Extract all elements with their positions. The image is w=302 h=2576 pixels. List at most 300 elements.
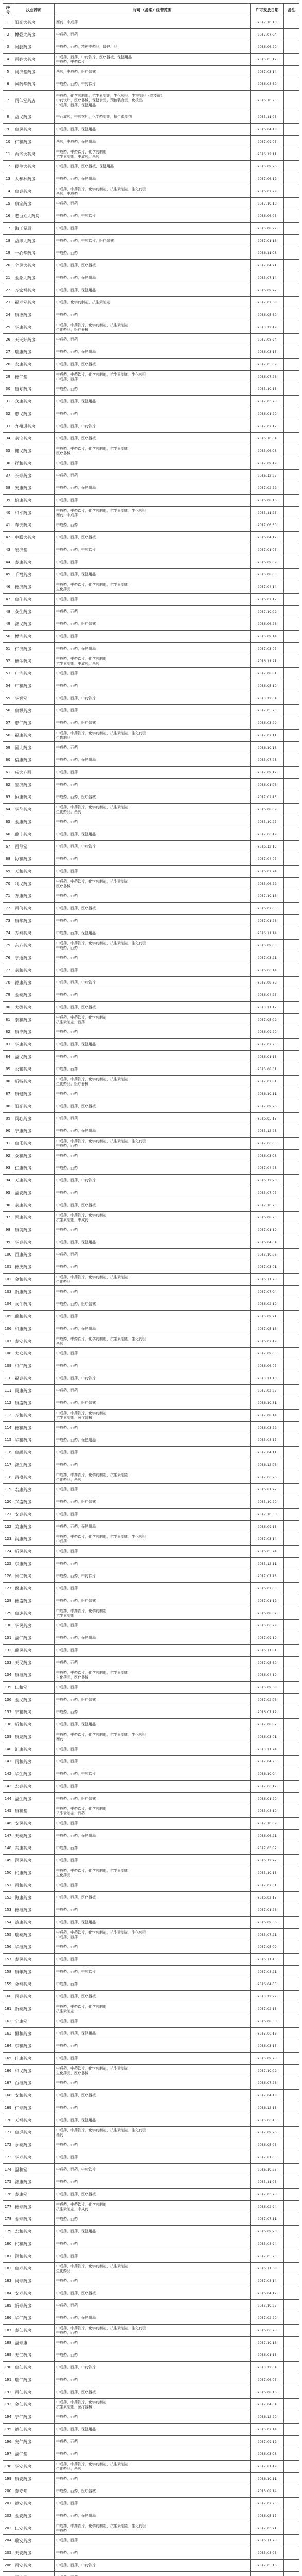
license-date: 2017.01.19 — [251, 1224, 284, 1236]
business-scope — [55, 1743, 251, 1756]
license-date: 2015.06.08 — [251, 445, 284, 457]
remark-cell — [284, 1743, 299, 1756]
business-scope — [55, 1941, 251, 1954]
pharmacy-name: 国大药房 — [13, 742, 55, 754]
license-date: 2017.03.01 — [251, 1261, 284, 1274]
business-scope-line: 中成药，西药，中药饮片 — [56, 696, 96, 700]
row-number: 48 — [3, 606, 13, 618]
table-row — [3, 643, 299, 655]
business-scope-line: 中成药，西药，保健用品 — [56, 572, 96, 577]
table-row — [3, 161, 299, 173]
remark-cell — [284, 371, 299, 383]
pharmacy-name: 金寿药房 — [13, 2213, 55, 2226]
remark-cell — [284, 1842, 299, 1855]
business-scope — [55, 2461, 251, 2473]
table-row — [3, 2485, 299, 2498]
row-number: 111 — [3, 1385, 13, 1397]
row-number: 46 — [3, 581, 13, 594]
table-row — [3, 532, 299, 544]
business-scope-line: 中成药，西药 — [56, 1265, 78, 1269]
table-row — [3, 1138, 299, 1150]
row-number: 34 — [3, 433, 13, 445]
pharmacy-name: 华寿药房 — [13, 2151, 55, 2164]
license-date: 2016.04.05 — [251, 1978, 284, 1991]
license-date: 2015.12.19 — [251, 321, 284, 334]
license-date: 2016.01.20 — [251, 408, 284, 420]
table-row — [3, 371, 299, 383]
business-scope — [55, 1372, 251, 1385]
row-number: 21 — [3, 272, 13, 284]
row-number: 170 — [3, 2114, 13, 2127]
business-scope — [55, 2151, 251, 2164]
remark-cell — [284, 1533, 299, 1546]
business-scope — [55, 1311, 251, 1323]
business-scope-line: 中成药，西药 — [56, 1957, 78, 1961]
business-scope — [55, 111, 251, 124]
remark-cell — [284, 1249, 299, 1261]
business-scope-line: 中成药，西药 — [56, 783, 78, 787]
business-scope-line: 中成药，西药 — [56, 1685, 78, 1689]
remark-cell — [284, 2263, 299, 2275]
business-scope-line: 中成药，中药饮片，化学药制剂，抗生素制剂，生化药品 — [56, 2326, 146, 2330]
table-row — [3, 655, 299, 668]
business-scope-line: 中成药，西药，医疗器械 — [56, 1500, 96, 1504]
table-body — [3, 16, 299, 2576]
pharmacy-name: 济民药房 — [13, 618, 55, 631]
table-row — [3, 1360, 299, 1372]
business-scope — [55, 1719, 251, 1731]
business-scope-line: 中成药，中药饮片，化学药制剂，抗生素制剂 — [56, 1275, 128, 1279]
table-row — [3, 791, 299, 804]
business-scope — [55, 940, 251, 952]
pharmacy-name: 万康药房 — [13, 890, 55, 903]
business-scope-line: 中成药，西药 — [56, 956, 78, 960]
business-scope-line: 中成药，西药，医疗器械 — [56, 2291, 96, 2295]
pharmacy-name: 宁康药房 — [13, 1125, 55, 1138]
license-date: 2016.08.02 — [251, 1607, 284, 1620]
license-date: 2017.02.22 — [251, 482, 284, 495]
business-scope — [55, 2547, 251, 2560]
license-date: 2017.10.02 — [251, 2065, 284, 2077]
business-scope-line: 中药饮片，医疗器械，保健食品，预包装食品，化妆品 — [56, 98, 143, 103]
table-row — [3, 2238, 299, 2250]
business-scope — [55, 54, 251, 66]
pharmacy-name: 阳光药房 — [13, 1100, 55, 1113]
business-scope-line: 中成药，西药，保健用品 — [56, 1327, 96, 1331]
table-row — [3, 767, 299, 779]
business-scope — [55, 1521, 251, 1533]
row-number: 38 — [3, 482, 13, 495]
pharmacy-name: 博爱大药房 — [13, 29, 55, 41]
pharmacy-name: 华佗药房 — [13, 804, 55, 816]
license-date: 2016.08.30 — [251, 78, 284, 91]
table-row — [3, 2374, 299, 2386]
business-scope-line: 中成药，西药，中药饮片 — [56, 1178, 96, 1182]
business-scope — [55, 1051, 251, 1063]
business-scope — [55, 260, 251, 272]
table-row — [3, 2263, 299, 2275]
pharmacy-name: 华民药房 — [13, 1620, 55, 1632]
remark-cell — [284, 1818, 299, 1830]
business-scope-line: 生化药品 — [56, 1279, 70, 1284]
pharmacy-name: 恒康药房 — [13, 791, 55, 804]
pharmacy-name: 祥和药房 — [13, 457, 55, 470]
table-row — [3, 1459, 299, 1471]
pharmacy-name: 新和药房 — [13, 1719, 55, 1731]
remark-cell — [284, 16, 299, 29]
business-scope — [55, 1100, 251, 1113]
table-row — [3, 2510, 299, 2522]
business-scope-line: 中成药，西药 — [56, 2056, 78, 2060]
remark-cell — [284, 866, 299, 878]
license-date: 2017.01.05 — [251, 2151, 284, 2164]
remark-cell — [284, 198, 299, 210]
business-scope — [55, 594, 251, 606]
table-row — [3, 2325, 299, 2337]
table-row — [3, 1014, 299, 1026]
business-scope — [55, 16, 251, 29]
license-date: 2015.06.15 — [251, 2114, 284, 2127]
table-row — [3, 569, 299, 581]
license-date: 2016.06.28 — [251, 2325, 284, 2337]
pharmacy-name: 一心堂药房 — [13, 247, 55, 260]
business-scope-line: 中成药，西药，保健用品 — [56, 2229, 96, 2233]
business-scope-line: 中成药，中药饮片，化学药制剂 — [56, 2202, 106, 2207]
business-scope — [55, 1298, 251, 1311]
business-scope-line: 中成药，西药，中药饮片 — [56, 1772, 96, 1776]
license-date: 2016.04.19 — [251, 1669, 284, 1682]
license-date: 2017.06.30 — [251, 519, 284, 532]
remark-cell — [284, 1397, 299, 1410]
business-scope-line: 中成药，西药 — [56, 1883, 78, 1887]
license-date: 2017.05.16 — [251, 2560, 284, 2572]
business-scope — [55, 1954, 251, 1966]
business-scope — [55, 297, 251, 309]
remark-cell — [284, 1805, 299, 1818]
table-row — [3, 1657, 299, 1669]
row-number: 92 — [3, 1150, 13, 1162]
row-number: 139 — [3, 1731, 13, 1743]
business-scope — [55, 643, 251, 655]
business-scope-line: 中成药，西药，中药饮片 — [56, 82, 96, 86]
business-scope-line: 中成药，西药 — [56, 1747, 78, 1751]
business-scope-line: 中成药，西药，中药饮片 — [56, 2365, 96, 2369]
pharmacy-name: 德和药房 — [13, 1422, 55, 1434]
license-date: 2016.06.03 — [251, 210, 284, 223]
row-number: 45 — [3, 569, 13, 581]
business-scope-line: 中成药，西药 — [56, 1908, 78, 1912]
table-row — [3, 2312, 299, 2325]
table-row — [3, 556, 299, 569]
table-row — [3, 1249, 299, 1261]
license-date: 2015.10.13 — [251, 383, 284, 396]
license-date: 2017.07.17 — [251, 420, 284, 433]
business-scope — [55, 1558, 251, 1570]
business-scope — [55, 890, 251, 903]
business-scope-line: 中成药，中药饮片，化学药制剂，抗生素制剂，生化药品 — [56, 1336, 146, 1341]
row-number: 67 — [3, 841, 13, 853]
license-date: 2015.11.17 — [251, 1002, 284, 1014]
business-scope — [55, 2287, 251, 2300]
remark-cell — [284, 581, 299, 594]
table-row — [3, 2572, 299, 2576]
row-number: 165 — [3, 2053, 13, 2065]
business-scope — [55, 1150, 251, 1162]
business-scope-line: 中成药，西药，中药饮片 — [56, 2563, 96, 2567]
business-scope — [55, 161, 251, 173]
remark-cell — [284, 1991, 299, 2003]
row-number: 164 — [3, 2040, 13, 2053]
license-date: 2016.02.24 — [251, 2201, 284, 2213]
license-date: 2017.02.13 — [251, 2003, 284, 2015]
pharmacy-name: 天康药房 — [13, 1175, 55, 1187]
business-scope-line: 生化药品，西药 — [56, 2466, 81, 2471]
business-scope-line: 中成药，西药 — [56, 770, 78, 774]
pharmacy-name — [13, 2572, 55, 2576]
pharmacy-name: 惠民药房 — [13, 408, 55, 420]
row-number: 77 — [3, 964, 13, 977]
business-scope — [55, 507, 251, 519]
row-number: 1 — [3, 16, 13, 29]
business-scope-line: 西药，中成药 — [56, 513, 78, 517]
business-scope — [55, 2411, 251, 2424]
business-scope-line: 中成药，西药，医疗器械 — [56, 1104, 96, 1108]
row-number: 201 — [3, 2498, 13, 2510]
business-scope-line: 中西成药，中药饮片，化学药制剂，抗生素制剂 — [56, 115, 132, 119]
pharmacy-name: 康寿药房 — [13, 2263, 55, 2275]
business-scope-line: 中成药，西药 — [56, 1549, 78, 1553]
business-scope-line: 中成药，西药 — [56, 473, 78, 478]
business-scope-line: 中成药，西药，医疗器械 — [56, 622, 96, 626]
table-row — [3, 1125, 299, 1138]
remark-cell — [284, 2015, 299, 2028]
table-row — [3, 445, 299, 457]
business-scope-line: 中成药，西药 — [56, 1092, 78, 1096]
business-scope-line: 中成药，西药，中药饮片 — [56, 980, 96, 985]
business-scope — [55, 1731, 251, 1743]
row-number: 184 — [3, 2287, 13, 2300]
pharmacy-name: 全民大药房 — [13, 260, 55, 272]
license-date: 2017.03.14 — [251, 66, 284, 78]
table-row — [3, 1385, 299, 1397]
license-date: 2016.12.11 — [251, 148, 284, 161]
table-row — [3, 1471, 299, 1484]
remark-cell — [284, 54, 299, 66]
business-scope — [55, 1669, 251, 1682]
row-number: 150 — [3, 1867, 13, 1879]
remark-cell — [284, 1941, 299, 1954]
license-date: 2016.07.26 — [251, 2077, 284, 2090]
license-date: 2017.02.15 — [251, 791, 284, 804]
remark-cell — [284, 260, 299, 272]
pharmacy-name: 昌盛药房 — [13, 1471, 55, 1484]
business-scope-line: 中成药，西药 — [56, 461, 78, 465]
table-row — [3, 940, 299, 952]
remark-cell — [284, 952, 299, 964]
business-scope-line: 中成药，西药 — [56, 313, 78, 317]
pharmacy-name: 金和药房 — [13, 1274, 55, 1286]
table-row — [3, 507, 299, 519]
business-scope-line: 中成药，西药，保健用品 — [56, 276, 96, 280]
business-scope-line: 中成药，西药 — [56, 993, 78, 997]
remark-cell — [284, 631, 299, 643]
pharmacy-name: 泰和药房 — [13, 1014, 55, 1026]
business-scope-line: 西药，中成药 — [56, 191, 78, 196]
table-row — [3, 2436, 299, 2448]
table-row — [3, 1509, 299, 1521]
table-row — [3, 594, 299, 606]
license-date: 2015.09.26 — [251, 161, 284, 173]
remark-cell — [284, 1026, 299, 1039]
table-row — [3, 581, 299, 594]
license-date: 2016.08.30 — [251, 2015, 284, 2028]
remark-cell — [284, 1632, 299, 1645]
business-scope — [55, 1236, 251, 1249]
remark-cell — [284, 1978, 299, 1991]
table-row — [3, 309, 299, 321]
table-row — [3, 2250, 299, 2263]
row-number: 136 — [3, 1694, 13, 1706]
business-scope — [55, 223, 251, 235]
remark-cell — [284, 66, 299, 78]
business-scope-line: 中成药，西药 — [56, 869, 78, 873]
business-scope — [55, 2386, 251, 2399]
table-row — [3, 1162, 299, 1175]
remark-cell — [284, 124, 299, 136]
table-row — [3, 692, 299, 705]
license-date: 2015.12.22 — [251, 1991, 284, 2003]
table-row — [3, 272, 299, 284]
business-scope-line: 中成药，西药 — [56, 1858, 78, 1862]
business-scope — [55, 544, 251, 556]
business-scope — [55, 66, 251, 78]
remark-cell — [284, 1929, 299, 1941]
business-scope — [55, 2238, 251, 2250]
business-scope-line: 中成药，西药 — [56, 1623, 78, 1628]
pharmacy-name: 润民药房 — [13, 1855, 55, 1867]
business-scope-line: 中成药，西药 — [56, 2341, 78, 2345]
license-date: 2015.09.08 — [251, 1682, 284, 1694]
table-row — [3, 1348, 299, 1360]
business-scope-line: 生化药品，西药 — [56, 809, 81, 814]
license-date: 2016.12.20 — [251, 1175, 284, 1187]
license-date: 2017.03.28 — [251, 2189, 284, 2201]
business-scope — [55, 2337, 251, 2349]
license-date: 2016.09.09 — [251, 556, 284, 569]
table-row — [3, 433, 299, 445]
business-scope — [55, 371, 251, 383]
row-number: 54 — [3, 680, 13, 692]
row-number: 159 — [3, 1978, 13, 1991]
business-scope — [55, 742, 251, 754]
remark-cell — [284, 1966, 299, 1978]
business-scope-line: 中成药，西药，保健用品 — [56, 1438, 96, 1442]
table-row — [3, 2275, 299, 2287]
business-scope — [55, 247, 251, 260]
license-date: 2017.05.09 — [251, 359, 284, 371]
business-scope-line: 中成药，西药，保健用品 — [56, 2316, 96, 2320]
pharmacy-name: 万家福药房 — [13, 284, 55, 297]
remark-cell — [284, 1855, 299, 1867]
license-date: 2016.02.24 — [251, 866, 284, 878]
row-number: 195 — [3, 2424, 13, 2436]
remark-cell — [284, 2424, 299, 2436]
license-date: 2017.10.10 — [251, 16, 284, 29]
license-date: 2017.03.28 — [251, 396, 284, 408]
business-scope-line: 医疗器械 — [56, 451, 70, 455]
business-scope-line: 中成药，西药 — [56, 1982, 78, 1986]
business-scope — [55, 1768, 251, 1781]
pharmacy-name: 美康药房 — [13, 1521, 55, 1533]
pharmacy-name: 新特药房 — [13, 1076, 55, 1088]
remark-cell — [284, 2287, 299, 2300]
remark-cell — [284, 2077, 299, 2090]
license-date: 2016.05.10 — [251, 680, 284, 692]
business-scope-line: 中成药，西药 — [56, 857, 78, 861]
business-scope — [55, 1459, 251, 1471]
license-date: 2017.10.23 — [251, 1199, 284, 1212]
table-row — [3, 952, 299, 964]
table-row — [3, 866, 299, 878]
remark-cell — [284, 2176, 299, 2189]
business-scope — [55, 2065, 251, 2077]
business-scope — [55, 457, 251, 470]
pharmacy-name: 福生药房 — [13, 1793, 55, 1805]
remark-cell — [284, 408, 299, 420]
business-scope-line: 中成药，西药 — [56, 2415, 78, 2419]
row-number: 65 — [3, 816, 13, 828]
table-row — [3, 2535, 299, 2547]
pharmacy-name: 民生大药房 — [13, 161, 55, 173]
row-number: 100 — [3, 1249, 13, 1261]
table-row — [3, 396, 299, 408]
business-scope — [55, 136, 251, 148]
remark-cell — [284, 247, 299, 260]
row-number: 191 — [3, 2374, 13, 2386]
license-date: 2015.09.28 — [251, 2053, 284, 2065]
business-scope-line: 中成药，中药饮片，化学药制剂 — [56, 1213, 106, 1217]
business-scope-line: 中成药，中药饮片，化学药制剂，抗生素制剂 — [56, 805, 128, 809]
row-number: 104 — [3, 1298, 13, 1311]
pharmacy-name: 宝济药房 — [13, 779, 55, 791]
license-date: 2016.06.07 — [251, 1360, 284, 1372]
table-row — [3, 2114, 299, 2127]
remark-cell — [284, 556, 299, 569]
remark-cell — [284, 1051, 299, 1063]
pharmacy-name: 大参林药房 — [13, 173, 55, 185]
business-scope — [55, 1682, 251, 1694]
remark-cell — [284, 692, 299, 705]
business-scope-line: 中成药，中药饮片，化学药制剂 — [56, 1411, 106, 1415]
business-scope-line: 中成药，西药 — [56, 1030, 78, 1034]
table-row — [3, 2053, 299, 2065]
license-date: 2017.04.21 — [251, 260, 284, 272]
business-scope-line: 中成药，西药 — [56, 498, 78, 502]
business-scope — [55, 2139, 251, 2151]
business-scope-line: 中成药，西药，中药饮片 — [56, 424, 96, 428]
pharmacy-name: 众康药房 — [13, 396, 55, 408]
business-scope-line: 中成药，西药，保健用品 — [56, 399, 96, 403]
business-scope-line: 中成药，西药 — [56, 1166, 78, 1170]
business-scope — [55, 346, 251, 359]
row-number: 196 — [3, 2436, 13, 2448]
business-scope — [55, 1348, 251, 1360]
remark-cell — [284, 2028, 299, 2040]
license-date: 2017.06.05 — [251, 2374, 284, 2386]
row-number: 98 — [3, 1224, 13, 1236]
business-scope — [55, 1496, 251, 1509]
remark-cell — [284, 705, 299, 717]
